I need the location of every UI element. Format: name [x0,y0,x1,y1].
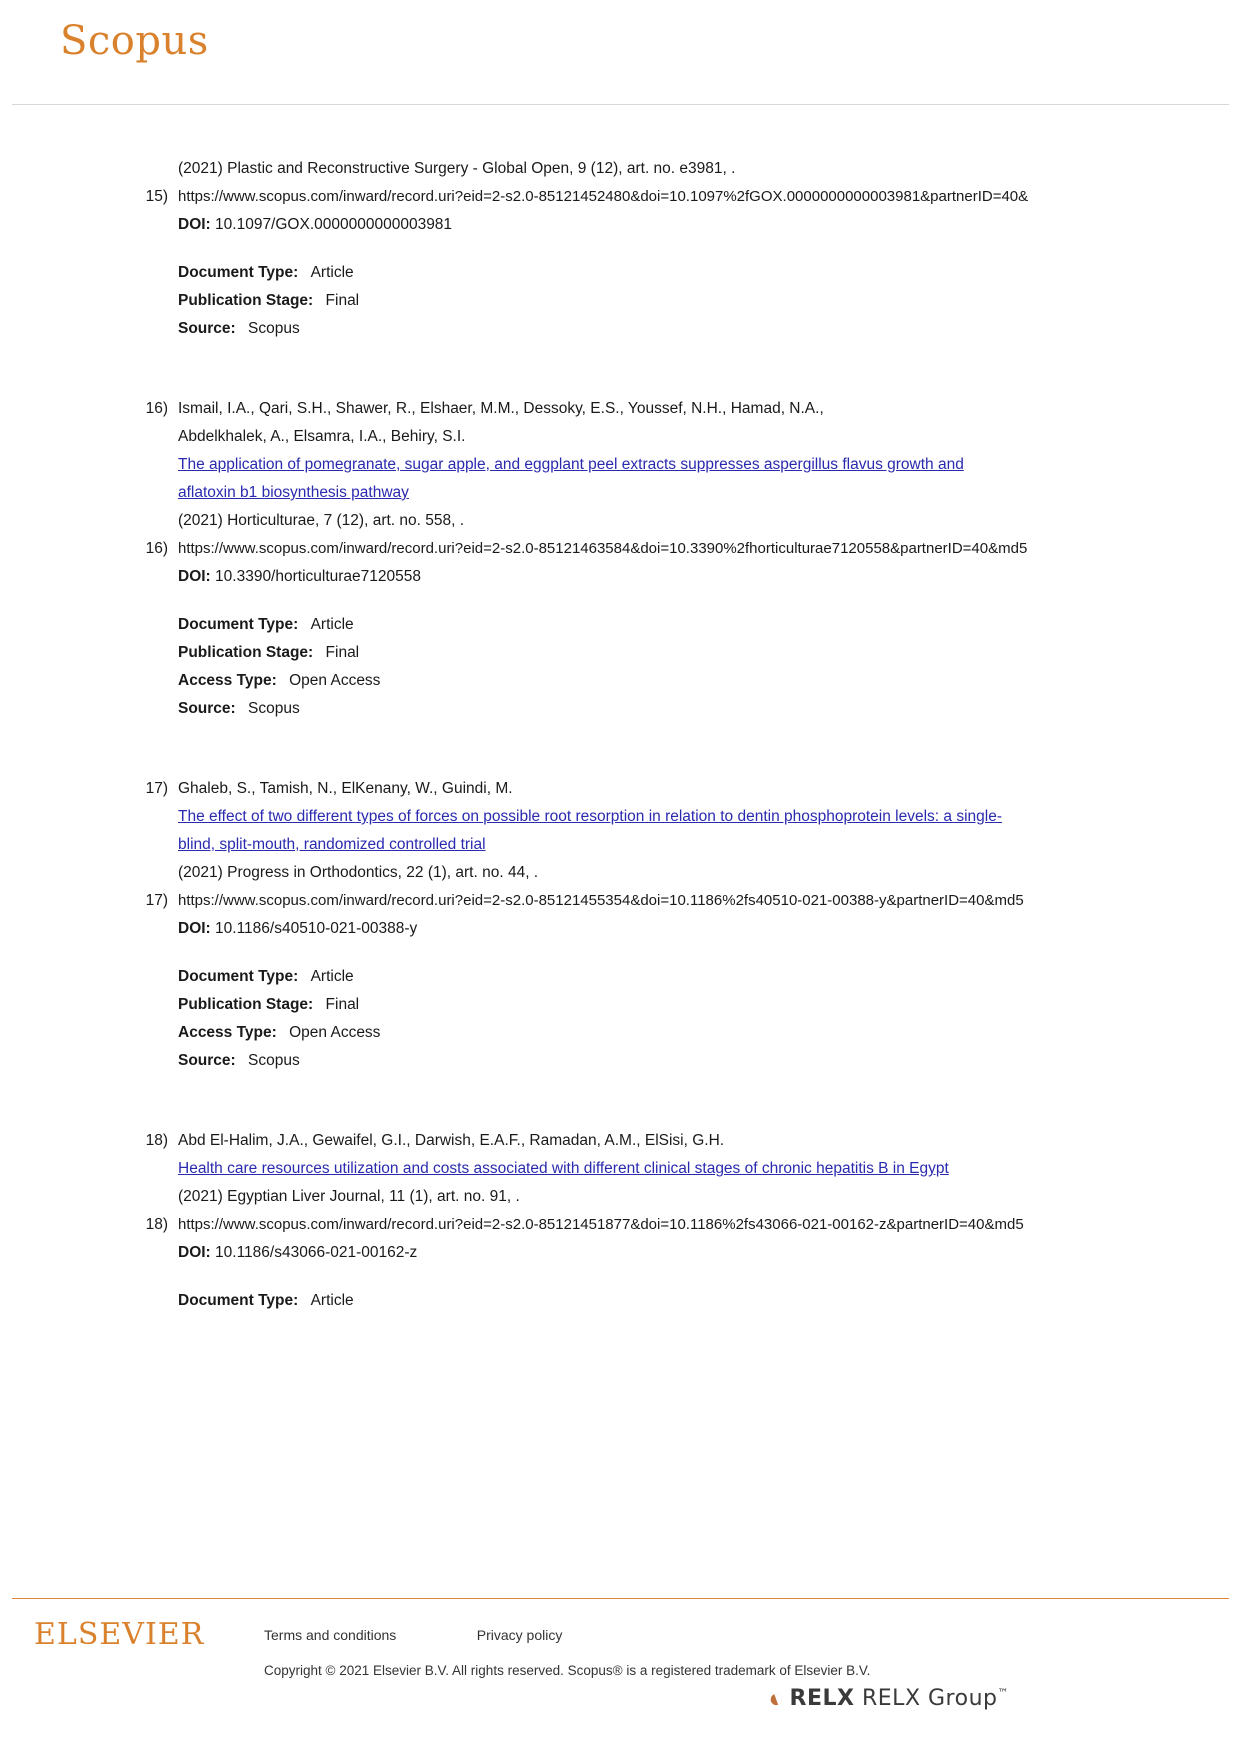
metadata-row [178,991,1241,1019]
results-list [0,105,1241,1315]
privacy-policy-link[interactable]: Privacy policy [476,1627,563,1643]
metadata-value: Open Access [289,672,381,689]
authors-line: Abd El-Halim, J.A., Gewaifel, G.I., Darwish, E.A.F., Ramadan, A.M., ElSisi, G.H. [178,1132,725,1149]
relx-group-word: RELX Group [862,1686,998,1711]
metadata-row [178,1019,1241,1047]
result-entry [0,395,1241,723]
document-title-link[interactable]: The effect of two different types of forces on possible root resorption in relation to dentin phosphoprotein levels: a single-blind, split-mouth, randomized controlled trial [178,808,1002,853]
metadata-block [178,259,1241,343]
scopus-logo: Scopus [60,18,209,64]
metadata-value: Article [310,1292,354,1309]
result-entry [0,1127,1241,1315]
document-title-link[interactable]: The application of pomegranate, sugar apple, and eggplant peel extracts suppresses aspergillus flavus growth and aflatoxin b1 biosynthesis pathway [178,456,964,501]
metadata-label: Access Type: [178,1024,277,1041]
source-line: (2021) Horticulturae, 7 (12), art. no. 558, . [178,512,465,529]
doi-line [178,563,1241,591]
metadata-row [178,963,1241,991]
authors-line: Ismail, I.A., Qari, S.H., Shawer, R., Elshaer, M.M., Dessoky, E.S., Youssef, N.H., Hamad, N.A., [178,400,824,417]
metadata-label: Source: [178,1052,236,1069]
doi-line [178,915,1241,943]
metadata-value: Article [310,264,354,281]
source-line: (2021) Egyptian Liver Journal, 11 (1), art. no. 91, . [178,1188,520,1205]
metadata-label: Document Type: [178,616,299,633]
metadata-label: Publication Stage: [178,644,314,661]
record-url[interactable]: https://www.scopus.com/inward/record.uri?eid=2-s2.0-85121452480&doi=10.1097%2fGOX.0000000000003981&partnerID=40& [178,188,1029,205]
terms-and-conditions-link[interactable]: Terms and conditions [264,1627,397,1643]
source-line: (2021) Progress in Orthodontics, 22 (1), art. no. 44, . [178,864,539,881]
relx-group-logo [763,1681,1009,1715]
metadata-value: Scopus [248,700,300,717]
entry-number: 18) [145,1132,168,1149]
metadata-value: Final [325,996,360,1013]
source-line: (2021) Plastic and Reconstructive Surgery - Global Open, 9 (12), art. no. e3981, . [178,160,736,177]
doi-line [178,1239,1241,1267]
authors-line: Ghaleb, S., Tamish, N., ElKenany, W., Guindi, M. [178,780,513,797]
entry-number-spacer [116,155,178,183]
metadata-label: Document Type: [178,968,299,985]
relx-mark-icon: ◐ [763,1681,789,1715]
authors-line: Abdelkhalek, A., Elsamra, I.A., Behiry, S.I. [178,428,466,445]
metadata-label: Source: [178,320,236,337]
entry-spacer [0,349,1241,395]
metadata-value: Scopus [248,1052,300,1069]
metadata-row [178,1047,1241,1075]
result-entry [0,775,1241,1075]
page-header [0,0,1241,92]
entry-spacer [0,729,1241,775]
entry-spacer [0,1081,1241,1127]
entry-number: 16) [145,400,168,417]
metadata-value: Open Access [289,1024,381,1041]
doi-value: 10.1186/s43066-021-00162-z [215,1244,418,1261]
doi-value: 10.1097/GOX.0000000000003981 [215,216,453,233]
relx-label: RELX RELX Group™ [789,1686,1009,1711]
metadata-row [178,1287,1241,1315]
record-url[interactable]: https://www.scopus.com/inward/record.uri?eid=2-s2.0-85121463584&doi=10.3390%2fhorticulturae7120558&partnerID=40&md5 [178,540,1028,557]
page-footer [0,1598,1241,1754]
trademark-symbol: ™ [997,1686,1009,1700]
copyright-text: Copyright © 2021 Elsevier B.V. All rights reserved. Scopus® is a registered trademark of Elsevier B.V. [264,1663,871,1678]
entry-url-number: 17) [145,892,168,909]
metadata-row [178,259,1241,287]
metadata-block [178,963,1241,1075]
metadata-row [178,667,1241,695]
record-url[interactable]: https://www.scopus.com/inward/record.uri?eid=2-s2.0-85121451877&doi=10.1186%2fs43066-021-00162-z&partnerID=40&md5 [178,1216,1024,1233]
doi-value: 10.1186/s40510-021-00388-y [215,920,418,937]
metadata-block [178,611,1241,723]
metadata-row [178,287,1241,315]
doi-label: DOI: [178,568,211,585]
metadata-label: Source: [178,700,236,717]
doi-label: DOI: [178,216,211,233]
metadata-row [178,315,1241,343]
entry-url-number: 15) [145,188,168,205]
elsevier-logo: ELSEVIER [34,1617,205,1652]
doi-line [178,211,1241,239]
metadata-row [178,611,1241,639]
document-title-link[interactable]: Health care resources utilization and costs associated with different clinical stages of chronic hepatitis B in Egypt [178,1160,949,1177]
metadata-row [178,695,1241,723]
metadata-value: Final [325,644,360,661]
doi-label: DOI: [178,920,211,937]
metadata-row [178,639,1241,667]
metadata-value: Scopus [248,320,300,337]
metadata-label: Document Type: [178,1292,299,1309]
entry-number: 17) [145,780,168,797]
metadata-value: Article [310,968,354,985]
result-entry [0,155,1241,343]
metadata-label: Access Type: [178,672,277,689]
metadata-block [178,1287,1241,1315]
entry-url-number: 18) [145,1216,168,1233]
doi-value: 10.3390/horticulturae7120558 [215,568,422,585]
entry-url-number: 16) [145,540,168,557]
metadata-label: Publication Stage: [178,996,314,1013]
record-url[interactable]: https://www.scopus.com/inward/record.uri?eid=2-s2.0-85121455354&doi=10.1186%2fs40510-021-00388-y&partnerID=40&md5 [178,892,1024,909]
metadata-value: Article [310,616,354,633]
footer-links [264,1627,1221,1678]
metadata-label: Document Type: [178,264,299,281]
metadata-value: Final [325,292,360,309]
doi-label: DOI: [178,1244,211,1261]
metadata-label: Publication Stage: [178,292,314,309]
